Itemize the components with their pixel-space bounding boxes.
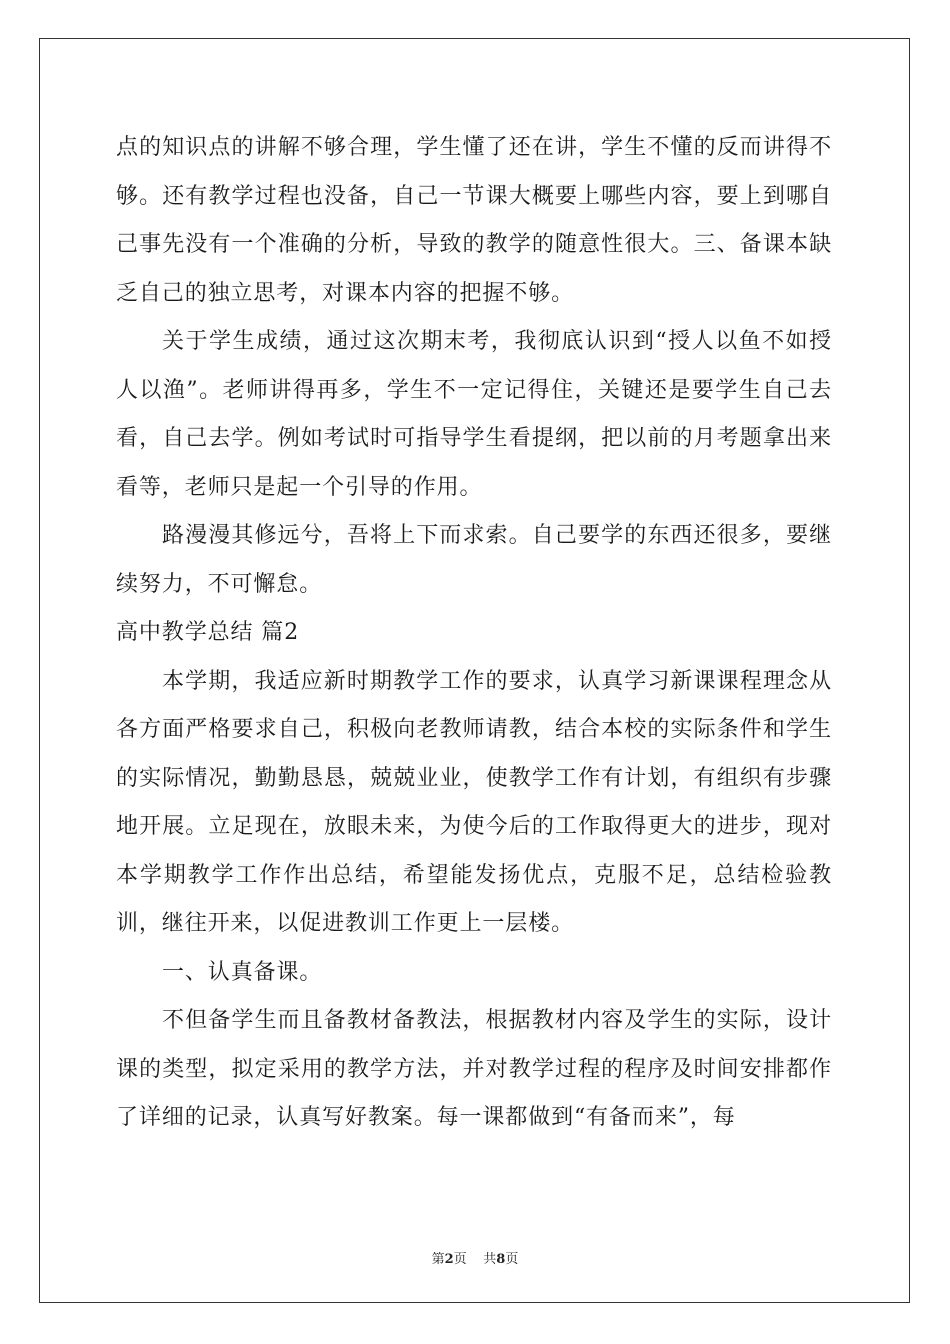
section-heading: 高中教学总结 篇2 bbox=[116, 620, 300, 645]
document-body bbox=[116, 124, 832, 1143]
footer-total-suffix: 页 bbox=[505, 1252, 519, 1267]
footer-page-number: 2 bbox=[444, 1252, 454, 1267]
footer-total-prefix: 共 bbox=[483, 1252, 497, 1267]
paragraph-6: 不但备学生而且备教材备教法，根据教材内容及学生的实际，设计课的类型，拟定采用的教学方法，并对教学过程的程序及时间安排都作了详细的记录，认真写好教案。每一课都做到“有备而来”，每 bbox=[116, 1008, 832, 1130]
paragraph-4: 本学期，我适应新时期教学工作的要求，认真学习新课课程理念从各方面严格要求自己，积极向老教师请教，结合本校的实际条件和学生的实际情况，勤勤恳恳，兢兢业业，使教学工作有计划，有组织有步骤地开展。立足现在，放眼未来，为使今后的工作取得更大的进步，现对本学期教学工作作出总结，希望能发扬优点，克服不足，总结检验教训，继往开来，以促进教训工作更上一层楼。 bbox=[116, 668, 832, 936]
paragraph-5: 一、认真备课。 bbox=[162, 959, 323, 985]
footer-page-prefix: 第 bbox=[431, 1252, 445, 1267]
footer-total-pages: 8 bbox=[496, 1252, 506, 1267]
page-footer bbox=[0, 1248, 950, 1267]
paragraph-2: 关于学生成绩，通过这次期末考，我彻底认识到“授人以鱼不如授人以渔”。老师讲得再多，学生不一定记得住，关键还是要学生自己去看，自己去学。例如考试时可指导学生看提纲，把以前的月考题拿出来看等，老师只是起一个引导的作用。 bbox=[116, 329, 832, 500]
paragraph-1: 点的知识点的讲解不够合理，学生懂了还在讲，学生不懂的反而讲得不够。还有教学过程也没备，自己一节课大概要上哪些内容，要上到哪自己事先没有一个准确的分析，导致的教学的随意性很大。三、备课本缺乏自己的独立思考，对课本内容的把握不够。 bbox=[116, 135, 832, 306]
paragraph-3: 路漫漫其修远兮，吾将上下而求索。自己要学的东西还很多，要继续努力，不可懈怠。 bbox=[116, 523, 832, 597]
footer-page-suffix: 页 bbox=[453, 1252, 467, 1267]
